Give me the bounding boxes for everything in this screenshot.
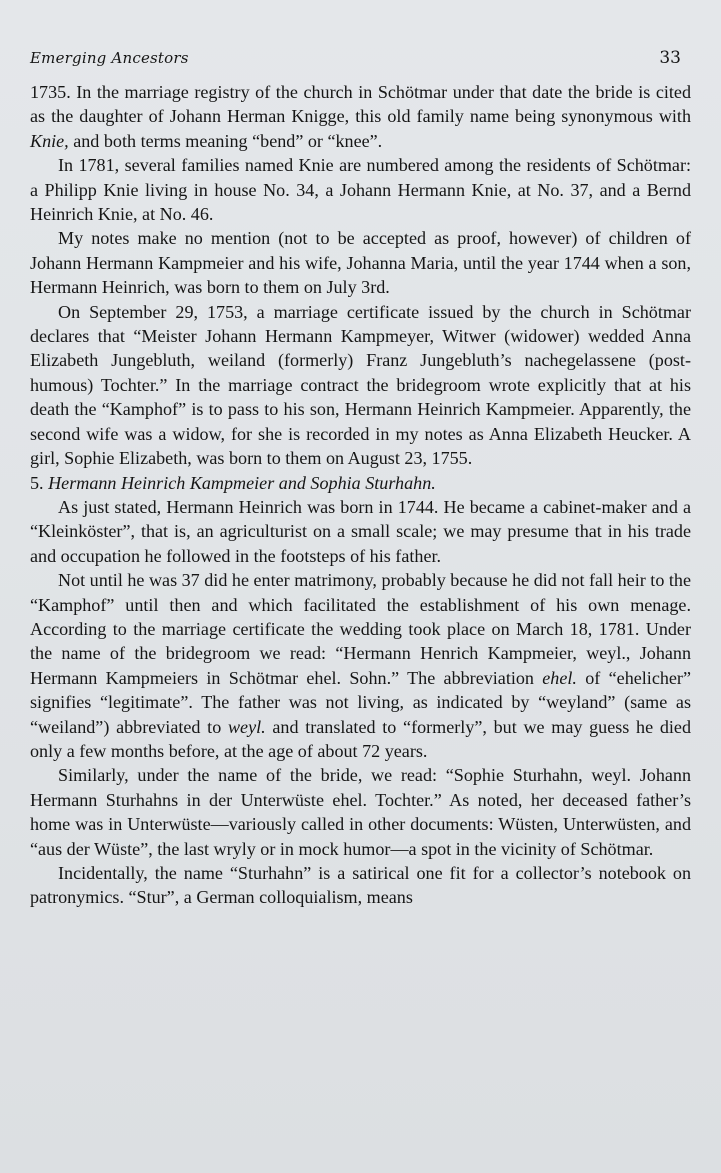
body-text [30,80,691,910]
paragraph-marriage-certificate-1753: On September 29, 1753, a marriage certificate issued by the church in Schötmar declares that “Meister Johann Hermann Kampmeyer, Witwer (widower) wedded Anna Elizabeth Jungebluth, weiland (formerly) Franz Jungebluth’s nachegelassene (post-humous) Tochter.” In the marriage contract the bridegroom wrote explicitly that at his death the “Kamphof” is to pass to his son, Hermann Heinrich Kampmeier. Apparently, the second wife was a widow, for she is recorded in my notes as Anna Elizabeth Heucker. A girl, Sophie Elizabeth, was born to them on August 23, 1755. [30,301,691,469]
paragraph-notes-children: My notes make no mention (not to be accepted as proof, however) of children of Johann Hermann Kampmeier and his wife, Johanna Maria, until the year 1744 when a son, Hermann Heinrich, was born to them on July 3rd. [30,228,691,298]
italic-term: weyl. [227,716,266,737]
running-title: Emerging Ancestors [30,49,189,67]
paragraph-hermann-heinrich-trade: As just stated, Hermann Heinrich was born in 1744. He became a cabinet-maker and a “Kleinköster”, that is, an agriculturist on a small scale; we may presume that in his trade and occupation he followed in the footsteps of his father. [30,496,691,566]
section-title: Hermann Heinrich Kampmeier and Sophia Sturhahn. [48,472,436,493]
paragraph-matrimony: Not until he was 37 did he enter matrimony, probably because he did not fall heir to the “Kamphof” until then and which facilitated the establishment of his own menage. According to the marriage certificate the wedding took place on March 18, 1781. Under the name of the bridegroom we read: “Hermann Henrich Kampmeier, weyl., Johann Hermann Kampmeiers in Schötmar ehel. Sohn.” The abbreviation ehel. of “ehelicher” signifies “legitimate”. The father was not living, as indicated by “weyland” (same as “weiland”) abbreviated to weyl. and translated to “formerly”, but we may guess he died only a few months before, at the age of about 72 years. [30,570,691,761]
paragraph-bride-name: Similarly, under the name of the bride, we read: “Sophie Sturhahn, weyl. Johann Hermann Sturhahns in der Unterwüste ehel. Tochter.” As noted, her deceased father’s home was in Unterwüste—variously called in other documents: Wüsten, Unterwüsten, and “aus der Wüste”, the last wryly or in mock humor—a spot in the vicinity of Schötmar. [30,765,691,859]
paragraph-knie-families: In 1781, several families named Knie are numbered among the residents of Schötmar: a Philipp Knie living in house No. 34, a Johann Hermann Knie, at No. 37, and a Bernd Heinrich Knie, at No. 46. [30,155,691,225]
paragraph-sturhahn-name: Incidentally, the name “Sturhahn” is a satirical one fit for a collector’s notebook on patronymics. “Stur”, a German colloquialism, means [30,863,691,908]
italic-term: ehel. [542,667,577,688]
italic-term: Knie, [30,130,69,151]
section-heading [30,471,691,495]
running-head [30,34,691,80]
page-number: 33 [659,48,681,68]
section-number: 5. [30,472,44,493]
paragraph-knigge-registry: 1735. In the marriage registry of the church in Schötmar under that date the bride is cited as the daughter of Johann Herman Knigge, this old family name being synonymous with Knie, and both terms meaning “bend” or “knee”. [30,82,691,151]
